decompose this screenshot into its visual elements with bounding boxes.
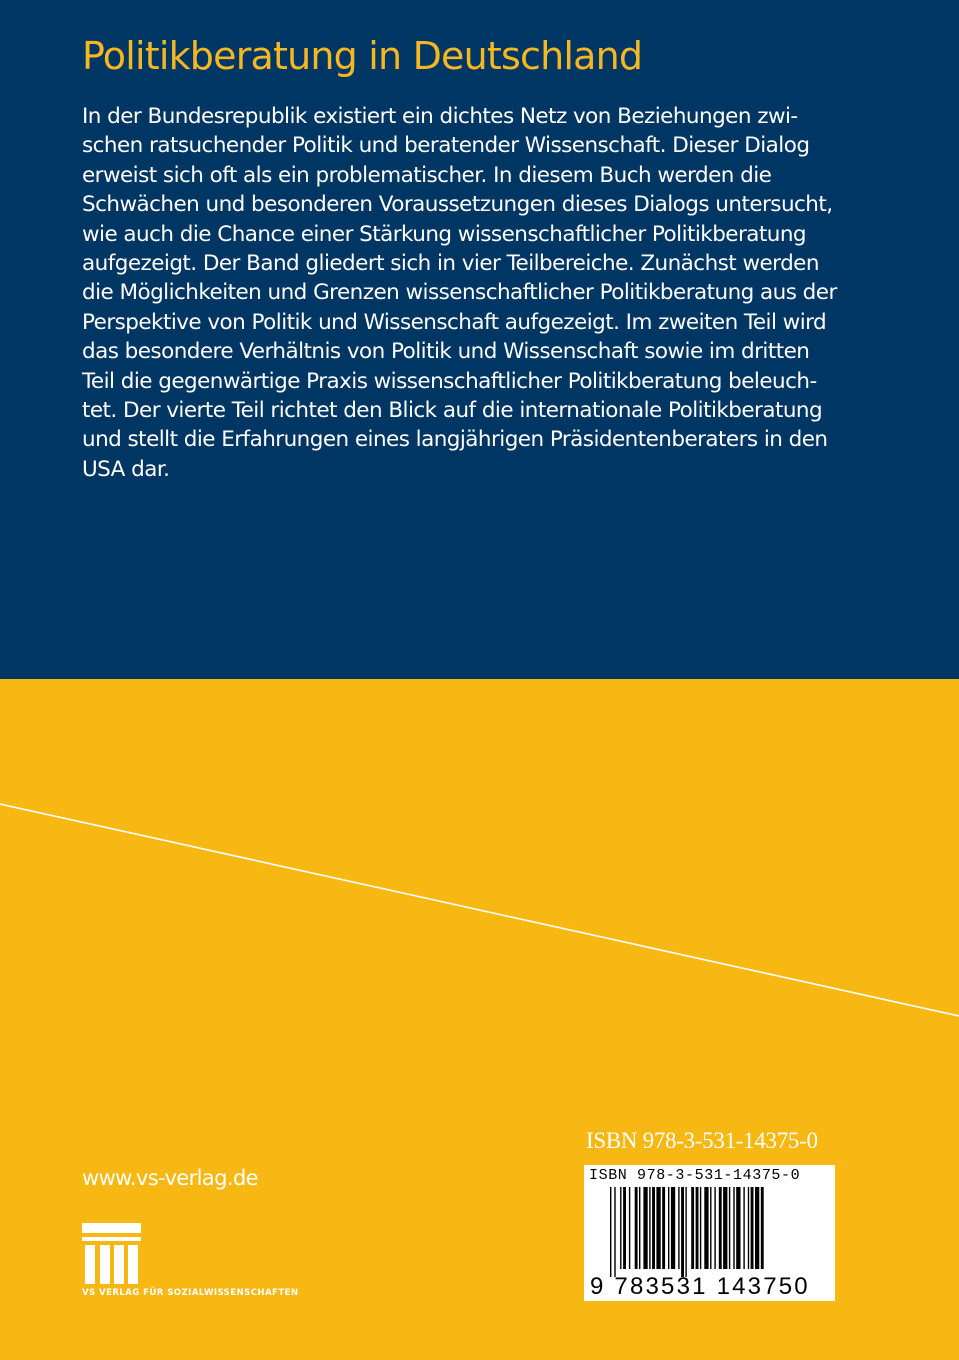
barcode	[584, 1165, 835, 1301]
barcode-isbn-text: ISBN 978-3-531-14375-0	[589, 1167, 801, 1184]
blurb-text	[82, 102, 872, 484]
publisher-name: VS VERLAG FÜR SOZIALWISSENSCHAFTEN	[82, 1288, 299, 1298]
blurb-line: In der Bundesrepublik existiert ein dichtes Netz von Beziehungen zwi-	[82, 104, 798, 129]
blurb-line: USA dar.	[82, 456, 170, 482]
blurb-line: das besondere Verhältnis von Politik und Wissenschaft sowie im dritten	[82, 339, 810, 365]
barcode-digits: 9 783531 143750	[590, 1273, 810, 1300]
blurb-line: die Möglichkeiten und Grenzen wissenschaftlicher Politikberatung aus der	[82, 280, 837, 306]
blurb-line: erweist sich oft als ein problematischer. In diesem Buch werden die	[82, 162, 772, 188]
blurb-line: Teil die gegenwärtige Praxis wissenschaftlicher Politikberatung beleuch-	[82, 368, 817, 394]
blurb-line: Schwächen und besonderen Voraussetzungen dieses Dialogs untersucht,	[82, 192, 833, 218]
blurb-line: schen ratsuchender Politik und beratender Wissenschaft. Dieser Dialog	[82, 133, 810, 159]
blurb-line: Perspektive von Politik und Wissenschaft aufgezeigt. Im zweiten Teil wird	[82, 309, 827, 335]
publisher-url[interactable]: www.vs-verlag.de	[82, 1166, 258, 1190]
blurb-line: wie auch die Chance einer Stärkung wissenschaftlicher Politikberatung	[82, 221, 807, 247]
blurb-line: tet. Der vierte Teil richtet den Blick auf die internationale Politikberatung	[82, 397, 823, 423]
blurb-line: aufgezeigt. Der Band gliedert sich in vier Teilbereiche. Zunächst werden	[82, 250, 819, 276]
book-title: Politikberatung in Deutschland	[82, 34, 643, 78]
vs-verlag-logo-icon	[82, 1223, 142, 1285]
isbn-label: ISBN 978-3-531-14375-0	[586, 1128, 818, 1153]
blurb-line: und stellt die Erfahrungen eines langjährigen Präsidentenberaters in den	[82, 427, 828, 453]
